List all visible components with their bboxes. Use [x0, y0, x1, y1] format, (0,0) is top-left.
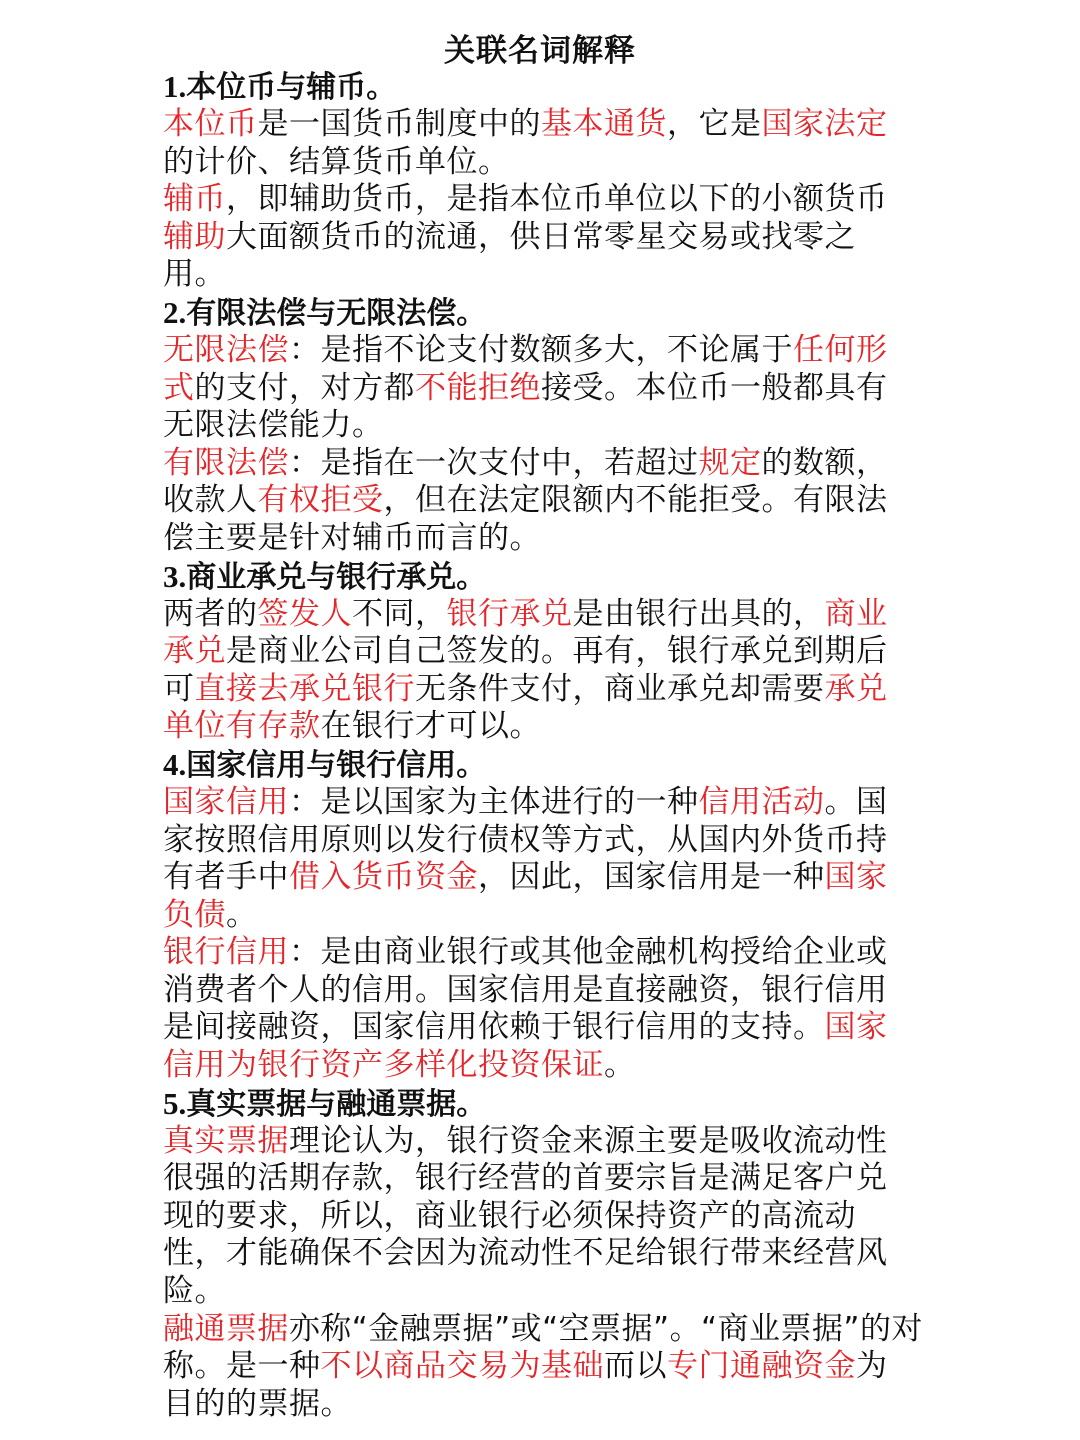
text-segment: 有者手中: [163, 859, 289, 896]
text-segment: 可: [163, 670, 195, 707]
text-line: [163, 1235, 923, 1273]
highlighted-term: 银行信用: [163, 934, 289, 971]
text-line: [163, 708, 923, 746]
highlighted-term: 借入货币资金: [289, 859, 478, 896]
highlighted-term: 不以商品交易为基础: [320, 1348, 604, 1385]
text-line: [163, 1348, 923, 1386]
paragraph: [163, 332, 923, 445]
text-line: [163, 407, 923, 445]
section-heading: [163, 1085, 923, 1123]
text-line: [163, 859, 923, 897]
highlighted-term: 真实票据: [163, 1122, 289, 1159]
highlighted-term: 无限法偿: [163, 331, 289, 368]
highlighted-term: 商业: [824, 595, 888, 632]
text-segment: 性，才能确保不会因为流动性不足给银行带来经营风: [163, 1235, 888, 1272]
text-line: [163, 784, 923, 822]
text-line: [163, 1273, 923, 1311]
text-segment: 。国: [824, 783, 888, 820]
text-segment: 用。: [163, 256, 226, 293]
paragraph: [163, 1311, 923, 1424]
text-segment: 的数额，: [761, 444, 888, 481]
section-heading: [163, 68, 923, 106]
text-line: [163, 256, 923, 294]
highlighted-term: 有限法偿: [163, 444, 289, 481]
text-segment: 家按照信用原则以发行债权等方式，从国内外货币持: [163, 821, 888, 858]
highlighted-term: 国家: [824, 859, 888, 896]
text-line: [163, 1009, 923, 1047]
text-segment: 是间接融资，国家信用依赖于银行信用的支持。: [163, 1009, 825, 1046]
highlighted-term: 辅助: [163, 218, 226, 255]
highlighted-term: 信用活动: [698, 783, 825, 820]
text-segment: ：是由商业银行或其他金融机构授给企业或: [289, 934, 888, 971]
text-line: [163, 144, 923, 182]
paragraph: [163, 445, 923, 558]
section: [163, 558, 923, 746]
highlighted-term: 式: [163, 369, 195, 406]
text-segment: 。: [226, 896, 258, 933]
text-segment: 在银行才可以。: [320, 708, 541, 745]
section-heading-text: 有限法偿与无限法偿。: [186, 295, 487, 331]
highlighted-term: 签发人: [257, 595, 352, 632]
highlighted-term: 融通票据: [163, 1310, 289, 1347]
text-segment: ，它是: [667, 106, 762, 142]
text-line: [163, 671, 923, 709]
text-segment: 理论认为，银行资金来源主要是吸收流动性: [289, 1122, 888, 1159]
text-line: [163, 822, 923, 860]
text-segment: 大面额货币的流通，供日常零星交易或找零之: [226, 218, 856, 255]
highlighted-term: 国家信用: [163, 783, 289, 820]
section-number: 5.: [163, 1085, 187, 1121]
section-number: 1.: [163, 69, 187, 104]
section-heading: [163, 558, 923, 596]
text-line: [163, 106, 923, 144]
text-segment: 无条件支付，商业承兑却需要: [415, 670, 825, 707]
highlighted-term: 任何形: [793, 331, 888, 368]
text-segment: 现的要求，所以，商业银行必须保持资产的高流动: [163, 1197, 856, 1234]
text-line: [163, 633, 923, 671]
highlighted-term: 基本通货: [541, 106, 667, 142]
text-line: [163, 520, 923, 558]
text-segment: 为: [856, 1348, 888, 1385]
text-line: [163, 1160, 923, 1198]
text-segment: ：是指在一次支付中，若超过: [289, 444, 699, 481]
text-line: [163, 934, 923, 972]
section: [163, 746, 923, 1085]
text-line: [163, 219, 923, 257]
text-line: [163, 1123, 923, 1161]
section-heading-text: 国家信用与银行信用。: [186, 747, 487, 783]
paragraph: [163, 181, 923, 294]
text-line: [163, 370, 923, 408]
text-line: [163, 181, 923, 219]
text-line: [163, 332, 923, 370]
paragraph: [163, 1123, 923, 1311]
section-heading: [163, 294, 923, 332]
highlighted-term: 辅币: [163, 181, 226, 218]
highlighted-term: 专门通融资金: [667, 1348, 856, 1385]
page-title: 关联名词解释: [444, 33, 636, 69]
section-heading-text: 本位币与辅币。: [186, 70, 397, 105]
text-segment: 而以: [604, 1348, 667, 1385]
text-segment: ，但在法定限额内不能拒受。有限法: [383, 482, 888, 519]
section: [163, 294, 923, 558]
section-number: 4.: [163, 746, 187, 782]
text-segment: 是由银行出具的，: [572, 595, 825, 632]
text-line: [163, 1311, 922, 1349]
text-line: [163, 445, 923, 483]
paragraph: [163, 934, 923, 1084]
text-segment: 亦称“金融票据”或“空票据”。“商业票据”的对: [288, 1310, 923, 1347]
paragraph: [163, 596, 923, 746]
text-segment: 无限法偿能力。: [163, 407, 384, 444]
paragraph: [163, 106, 923, 181]
paragraph: [163, 784, 923, 934]
section: [163, 68, 923, 294]
text-segment: ：是以国家为主体进行的一种: [289, 783, 699, 820]
highlighted-term: 信用为银行资产多样化投资保证: [163, 1047, 604, 1084]
text-segment: 的计价、结算货币单位。: [163, 143, 510, 180]
text-segment: 接受。本位币一般都具有: [541, 369, 888, 406]
section: [163, 1085, 923, 1424]
section-number: 2.: [163, 294, 187, 330]
text-segment: 不同，: [352, 595, 447, 632]
text-segment: 收款人: [163, 482, 258, 519]
section-heading-text: 商业承兑与银行承兑。: [186, 559, 487, 595]
text-segment: 称。是一种: [163, 1348, 321, 1385]
text-line: [163, 1047, 923, 1085]
text-segment: 是一国货币制度中的: [257, 106, 541, 142]
text-segment: 消费者个人的信用。国家信用是直接融资，银行信用: [163, 971, 888, 1008]
text-line: [163, 1198, 923, 1236]
text-line: [163, 897, 923, 935]
section-heading-text: 真实票据与融通票据。: [186, 1086, 487, 1122]
text-segment: 很强的活期存款，银行经营的首要宗旨是满足客户兑: [163, 1160, 888, 1197]
highlighted-term: 承兑: [824, 670, 888, 707]
text-line: [163, 972, 923, 1010]
highlighted-term: 有权拒受: [257, 482, 384, 519]
highlighted-term: 银行承兑: [446, 595, 573, 632]
highlighted-term: 本位币: [163, 106, 258, 142]
highlighted-term: 国家法定: [761, 106, 888, 142]
text-segment: 两者的: [163, 595, 258, 632]
text-line: [163, 482, 923, 520]
text-line: [163, 1386, 923, 1424]
highlighted-term: 直接去承兑银行: [194, 670, 415, 707]
text-segment: 偿主要是针对辅币而言的。: [163, 519, 541, 556]
text-segment: 目的的票据。: [163, 1385, 352, 1422]
text-segment: ：是指不论支付数额多大，不论属于: [289, 331, 793, 368]
highlighted-term: 单位有存款: [163, 708, 321, 745]
document-body: [163, 68, 923, 1423]
highlighted-term: 承兑: [163, 633, 226, 670]
highlighted-term: 负债: [163, 896, 226, 933]
text-segment: ，因此，国家信用是一种: [478, 859, 825, 896]
text-line: [163, 596, 923, 634]
highlighted-term: 规定: [698, 444, 762, 481]
highlighted-term: 国家: [824, 1009, 888, 1046]
section-number: 3.: [163, 558, 187, 594]
text-segment: 。: [604, 1047, 636, 1084]
highlighted-term: 不能拒绝: [415, 369, 541, 406]
text-segment: 险。: [163, 1273, 226, 1310]
text-segment: 的支付，对方都: [194, 369, 415, 406]
text-segment: ，即辅助货币，是指本位币单位以下的小额货币: [226, 181, 888, 218]
text-segment: 是商业公司自己签发的。再有，银行承兑到期后: [226, 633, 888, 670]
section-heading: [163, 746, 923, 784]
